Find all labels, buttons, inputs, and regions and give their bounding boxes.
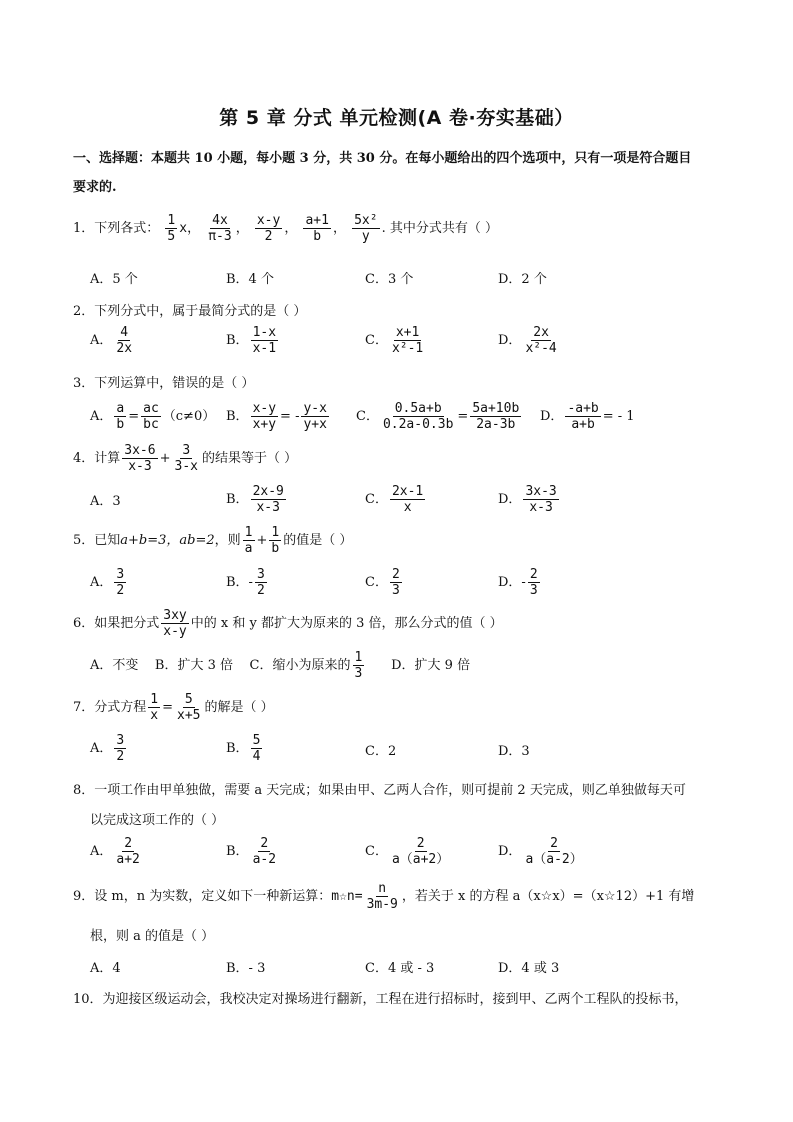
q4-option-a[interactable]: A．3 xyxy=(90,494,121,509)
q1-label: 1．下列各式： xyxy=(73,221,160,236)
q6-option-d[interactable]: D．扩大 9 倍 xyxy=(391,658,471,673)
fraction: $\frac{1}{5}$ xyxy=(167,213,176,244)
question-9: 9．设 m，n 为实数，定义如下一种新运算：m☆n= $\frac{n}{3m-9}$ ，若关于 x 的方程 a（x☆x）=（x☆12）+1 有增 xyxy=(73,881,695,912)
q3-option-a[interactable]: A． $\frac{a}{b}$ = $\frac{ac}{bc}$ （c≠0） xyxy=(90,401,216,432)
question-4: 4．计算 $\frac{3x-6}{x-3}$ + $\frac{3}{3-x}$ 的结果等于（ ） xyxy=(73,443,298,474)
q2-option-c[interactable]: C． $\frac{x+1}{\text{x²-1}}$ xyxy=(365,325,424,356)
fraction: $\frac{a+1}{b}$ xyxy=(305,213,329,244)
q1-option-d[interactable]: D．2 个 xyxy=(498,272,547,287)
q9-option-a[interactable]: A．4 xyxy=(90,961,121,976)
fraction: $\frac{x-y}{2}$ xyxy=(256,213,281,244)
q4-option-c[interactable]: C． $\frac{2x-1}{x}$ xyxy=(365,484,424,515)
q3-option-d[interactable]: D． $\frac{-a+b}{a+b}$ = - 1 xyxy=(540,401,635,432)
q6-option-c[interactable]: C．缩小为原来的 $\frac{1}{3}$ xyxy=(249,650,363,681)
q3-option-b[interactable]: B． $\frac{x-y}{x+y}$ = - $\frac{y-x}{y+x}$ xyxy=(226,401,327,432)
q6-option-row xyxy=(90,650,470,681)
q8-option-b[interactable]: B． $\frac{2}{a-2}$ xyxy=(226,836,277,867)
question-8: 8．一项工作由甲单独做，需要 a 天完成；如果由甲、乙两人合作，则可提前 2 天完成，则乙单独做每天可 xyxy=(73,783,686,798)
q2-option-a[interactable]: A． $\frac{4}{2x}$ xyxy=(90,325,133,356)
q2-option-b[interactable]: B． $\frac{1-x}{x-1}$ xyxy=(226,325,277,356)
question-1: 1．下列各式： $\frac{1}{5}$ x， $\frac{4x}{\pi-3}$ ， $\frac{x-y}{2}$ ， $\frac{a+1}{b}$ ， $\frac{\text{5x²}}{y}$ . 其中分式共有（ ） xyxy=(73,213,498,244)
question-2: 2．下列分式中，属于最简分式的是（ ） xyxy=(73,304,307,319)
q2-option-d[interactable]: D． $\frac{2x}{\text{x²-4}}$ xyxy=(498,325,557,356)
q8-option-c[interactable]: C． $\frac{2}{a(a+2)}$ xyxy=(365,836,450,867)
question-6: 6．如果把分式 $\frac{3xy}{x-y}$ 中的 x 和 y 都扩大为原来的 3 倍，那么分式的值（ ） xyxy=(73,608,503,639)
q8-option-a[interactable]: A． $\frac{2}{a+2}$ xyxy=(90,836,140,867)
section-heading-cont: 要求的. xyxy=(73,180,117,195)
section-heading: 一、选择题：本题共 10 小题，每小题 3 分，共 30 分。在每小题给出的四个选项中，只有一项是符合题目 xyxy=(73,151,692,166)
question-5: 5．已知a+b=3，ab=2，则 $\frac{1}{a}$ + $\frac{1}{b}$ 的值是（ ） xyxy=(73,525,353,556)
q4-option-b[interactable]: B． $\frac{2x-9}{x-3}$ xyxy=(226,484,284,515)
q7-option-c[interactable]: C．2 xyxy=(365,744,397,759)
question-9-cont: 根，则 a 的值是（ ） xyxy=(90,929,215,944)
q9-option-b[interactable]: B．- 3 xyxy=(226,961,266,976)
q6-option-a[interactable]: A．不变 xyxy=(90,658,139,673)
q1-option-b[interactable]: B．4 个 xyxy=(226,272,274,287)
question-7: 7．分式方程 $\frac{1}{x}$ = $\frac{5}{x+5}$ 的解是（ ） xyxy=(73,692,274,723)
q5-option-b[interactable]: B．- $\frac{3}{2}$ xyxy=(226,567,265,598)
q4-option-d[interactable]: D． $\frac{3x-3}{x-3}$ xyxy=(498,484,557,515)
q5-option-a[interactable]: A． $\frac{3}{2}$ xyxy=(90,567,125,598)
question-10: 10．为迎接区级运动会，我校决定对操场进行翻新，工程在进行招标时，接到甲、乙两个工程队的投标书， xyxy=(73,992,688,1007)
q7-option-b[interactable]: B． $\frac{5}{4}$ xyxy=(226,733,261,764)
q5-option-c[interactable]: C． $\frac{2}{3}$ xyxy=(365,567,400,598)
q9-option-c[interactable]: C．4 或 - 3 xyxy=(365,961,435,976)
q3-option-c[interactable]: C． $\frac{0.5a+b}{0.2a-0.3b}$ = $\frac{5a+10b}{2a-3b}$ xyxy=(356,401,520,432)
q8-option-d[interactable]: D． $\frac{2}{a(a-2)}$ xyxy=(498,836,583,867)
q6-option-b[interactable]: B．扩大 3 倍 xyxy=(154,658,234,673)
page-title: 第 5 章 分式 单元检测(A 卷·夯实基础） xyxy=(219,107,574,129)
q1-option-a[interactable]: A．5 个 xyxy=(90,272,138,287)
fraction: $\frac{\text{5x²}}{y}$ xyxy=(354,213,378,244)
q1-option-c[interactable]: C．3 个 xyxy=(365,272,414,287)
q7-option-d[interactable]: D．3 xyxy=(498,744,530,759)
fraction: $\frac{4x}{\pi-3}$ xyxy=(208,213,232,244)
q5-option-d[interactable]: D．- $\frac{2}{3}$ xyxy=(498,567,538,598)
q7-option-a[interactable]: A． $\frac{3}{2}$ xyxy=(90,733,125,764)
question-8-cont: 以完成这项工作的（ ） xyxy=(90,813,225,828)
q9-option-d[interactable]: D．4 或 3 xyxy=(498,961,560,976)
question-3: 3．下列运算中，错误的是（ ） xyxy=(73,376,255,391)
